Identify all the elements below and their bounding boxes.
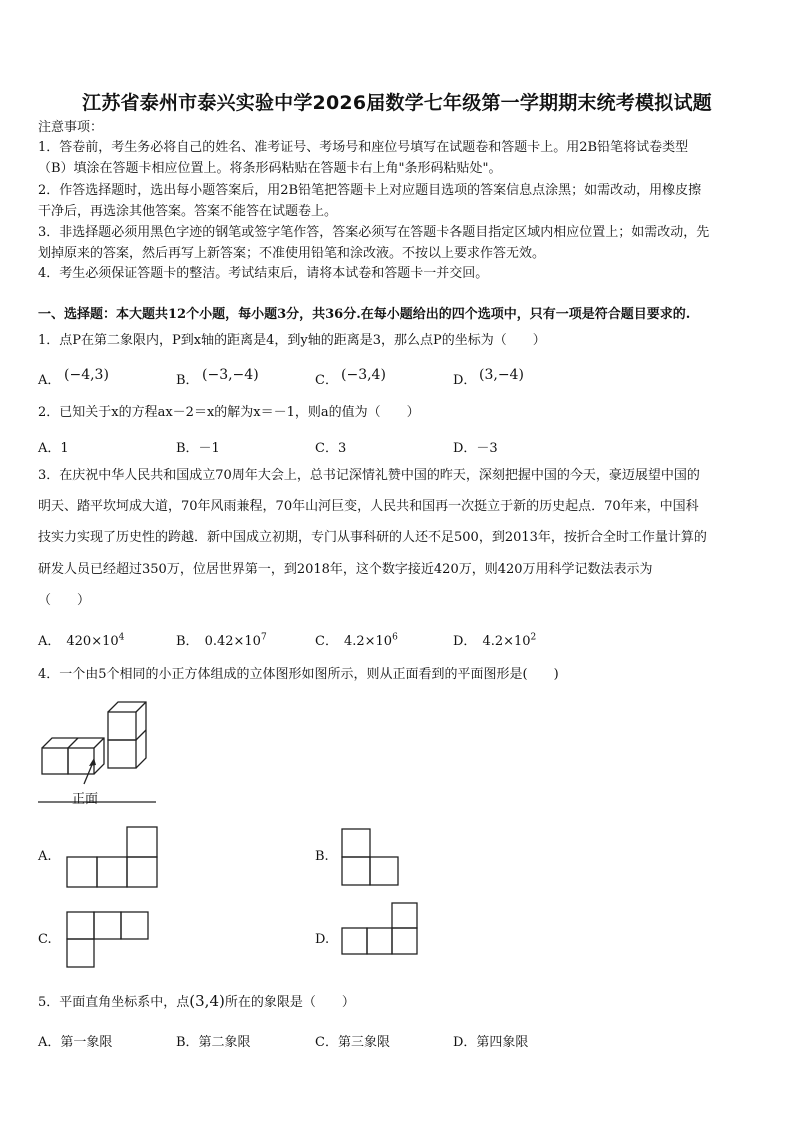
q1-option-d-value: (3,−4) [479,367,524,383]
notice-line: 3．非选择题必须用黑色字迹的钢笔或签字笔作答，答案必须写在答题卡各题目指定区域内相应位置上；如需改动，先 [38,225,710,240]
notice-line: 4．考生必须保证答题卡的整洁。考试结束后，请将本试卷和答题卡一并交回。 [38,266,489,281]
q5-option-b: B．第二象限 [176,1035,251,1050]
q1-option-b-value: (−3,−4) [202,367,259,383]
q4-option-b-figure [341,828,401,886]
q4-option-d-figure [341,902,421,956]
notice-line: 1．答卷前，考生务必将自己的姓名、准考证号、考场号和座位号填写在试题卷和答题卡上。用2B铅笔将试卷类型 [38,140,689,155]
notice-heading: 注意事项： [38,120,104,135]
q4-option-a-figure [66,826,158,888]
q1-option-c-value: (−3,4) [341,367,386,383]
question-3-line: 3．在庆祝中华人民共和国成立70周年大会上，总书记深情礼赞中国的昨天，深刻把握中国的今天，豪迈展望中国的 [38,468,700,483]
notice-line: 2．作答选择题时，选出每小题答案后，用2B铅笔把答题卡上对应题目选项的答案信息点涂黑；如需改动，用橡皮擦 [38,183,702,198]
page-title: 江苏省泰州市泰兴实验中学2026届数学七年级第一学期期末统考模拟试题 [82,92,712,114]
q5-option-a: A．第一象限 [38,1035,113,1050]
question-3-line: 明天、踏平坎坷成大道，70年风雨兼程，70年山河巨变，人民共和国再一次挺立于新的历史起点．70年来，中国科 [38,499,699,514]
notice-line: （B）填涂在答题卡相应位置上。将条形码粘贴在答题卡右上角"条形码粘贴处"。 [38,161,502,176]
q2-option-d: D．－3 [453,441,498,456]
q4-option-b-label: B. [315,849,329,864]
question-4-stem: 4．一个由5个相同的小正方体组成的立体图形如图所示，则从正面看到的平面图形是( ) [38,667,559,682]
question-3-line: （ ） [38,593,91,608]
q5-option-c: C．第三象限 [315,1035,390,1050]
q4-option-d-label: D. [315,932,330,947]
question-2-stem: 2．已知关于x的方程ax－2＝x的解为x＝－1，则a的值为（ ） [38,405,420,420]
notice-line: 干净后，再选涂其他答案。答案不能答在试题卷上。 [38,204,338,219]
q1-option-d-label: D． [453,373,477,388]
question-1-stem: 1．点P在第二象限内，P到x轴的距离是4，到y轴的距离是3，那么点P的坐标为（ ） [38,333,546,348]
q2-option-c: C．3 [315,441,347,456]
q1-option-c-label: C． [315,373,338,388]
q3-option-c: C． $4.2\times 10^6$ [315,632,398,649]
q4-option-a-label: A. [38,849,52,864]
question-3-line: 技实力实现了历史性的跨越．新中国成立初期，专门从事科研的人还不足500，到2013年，按折合全时工作量计算的 [38,530,707,545]
q3-option-d: D． $4.2\times 10^2$ [453,632,537,649]
q1-option-b-label: B． [176,373,199,388]
q4-option-c-figure [66,911,150,969]
section-heading: 一、选择题：本大题共12个小题，每小题3分，共36分.在每小题给出的四个选项中，只有一项是符合题目要求的. [38,307,691,322]
notice-line: 划掉原来的答案，然后再写上新答案；不准使用铅笔和涂改液。不按以上要求作答无效。 [38,246,546,261]
q1-option-a-value: (−4,3) [64,367,109,383]
question-3-line: 研发人员已经超过350万，位居世界第一，到2018年，这个数字接近420万，则420万用科学记数法表示为 [38,562,653,577]
figure-label-front: 正面 [72,792,99,807]
q2-option-a: A．1 [38,441,69,456]
q1-option-a-label: A． [38,373,61,388]
question-5-stem: 5．平面直角坐标系中，点(3,4)所在的象限是（ ） [38,992,355,1010]
q3-option-a: A． $420\times 10^4$ [38,632,125,649]
q2-option-b: B．－1 [176,441,220,456]
q5-option-d: D．第四象限 [453,1035,529,1050]
q3-option-b: B． $0.42\times 10^7$ [176,632,267,649]
q4-option-c-label: C. [38,932,52,947]
